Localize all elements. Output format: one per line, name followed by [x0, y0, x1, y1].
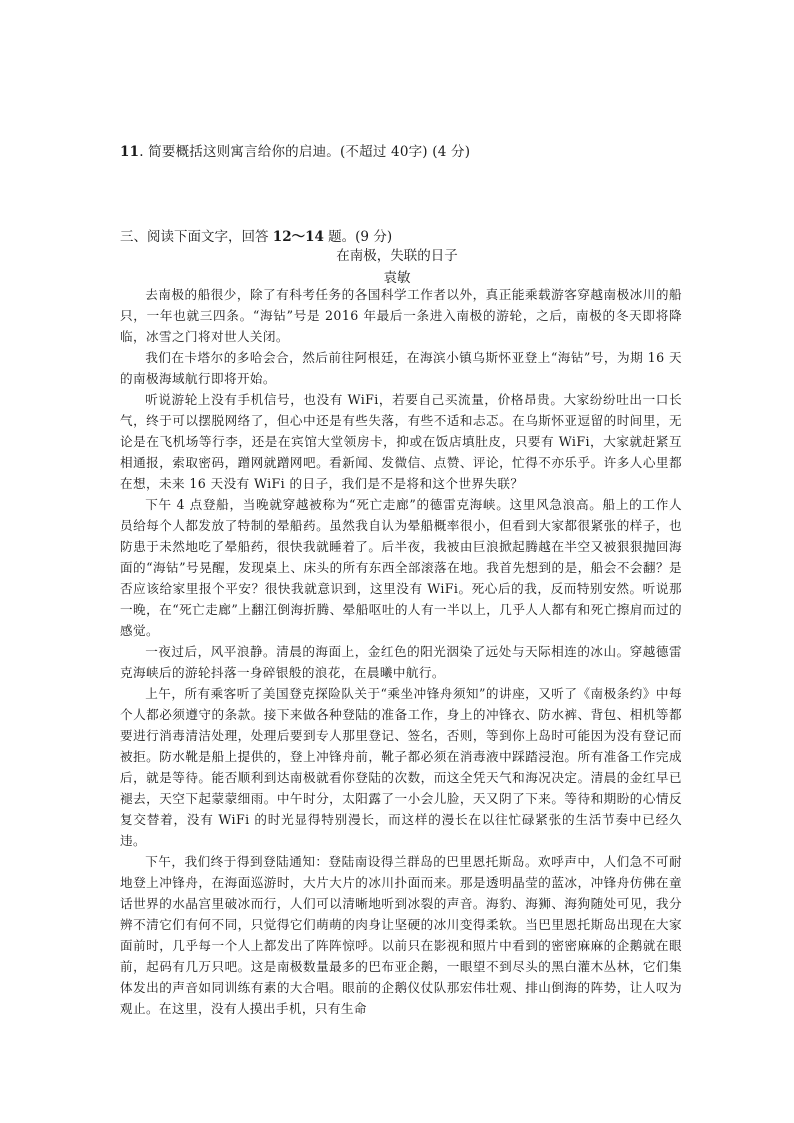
- article-paragraph-5: 一夜过后，风平浪静。清晨的海面上，金红色的阳光洇染了远处与天际相连的冰山。穿越德雷克海峡后的游轮抖落一身碎银般的浪花，在晨曦中航行。: [120, 644, 682, 680]
- article-paragraph-2: 我们在卡塔尔的多哈会合，然后前往阿根廷，在海滨小镇乌斯怀亚登上“海钻”号，为期 16 天的南极海域航行即将开始。: [120, 350, 682, 386]
- section-3-prefix: 三、阅读下面文字，回答: [120, 229, 273, 245]
- article-paragraph-1: 去南极的船很少，除了有科考任务的各国科学工作者以外，真正能乘载游客穿越南极冰川的船只，一年也就三四条。“海钻”号是 2016 年最后一条进入南极的游轮，之后，南极的冬天即将降临，冰雪之门将对世人关闭。: [120, 287, 682, 344]
- section-3-range: 12～14: [272, 229, 324, 245]
- article-paragraph-6: 上午，所有乘客听了美国登克探险队关于“乘坐冲锋舟须知”的讲座，又听了《南极条约》中每个人都必须遵守的条款。接下来做各种登陆的准备工作，身上的冲锋衣、防水裤、背包、相机等都要进行消毒清洁处理，处理后要到专人那里登记、签名，否则，等到你上岛时可能因为没有登记而被拒。防水靴是船上提供的，登上冲锋舟前，靴子都必须在消毒液中踩踏浸泡。所有准备工作完成后，就是等待。能否顺利到达南极就看你登陆的次数，而这全凭天气和海况决定。清晨的金红早已褪去，天空下起蒙蒙细雨。中午时分，太阳露了一小会儿脸，天又阴了下来。等待和期盼的心情反复交替着，没有 WiFi 的时光显得特别漫长，而这样的漫长在以往忙碌紧张的生活节奏中已经久违。: [120, 686, 682, 848]
- section-3-suffix: 题。(9 分): [323, 229, 393, 245]
- article-paragraph-4: 下午 4 点登船，当晚就穿越被称为“死亡走廊”的德雷克海峡。这里风急浪高。船上的工作人员给每个人都发放了特制的晕船药。虽然我自认为晕船概率很小，但看到大家都很紧张的样子，也防患于未然地吃了晕船药，很快我就睡着了。后半夜，我被由巨浪掀起腾越在半空又被狠狠抛回海面的“海钻”号晃醒，发现桌上、床头的所有东西全部滚落在地。我首先想到的是，船会不会翻？是否应该给家里报个平安？很快我就意识到，这里没有 WiFi。死心后的我，反而特别安然。听说那一晚，在“死亡走廊”上翻江倒海折腾、晕船呕吐的人有一半以上，几乎人人都有和死亡擦肩而过的感觉。: [120, 497, 682, 638]
- question-11: [120, 140, 470, 160]
- article-paragraph-3: 听说游轮上没有手机信号，也没有 WiFi，若要自己买流量，价格昂贵。大家纷纷吐出一口长气，终于可以摆脱网络了，但心中还是有些失落，有些不适和忐忑。在乌斯怀亚逗留的时间里，无论是在飞机场等行李，还是在宾馆大堂领房卡，抑或在饭店填肚皮，只要有 WiFi，大家就赶紧互相通报，索取密码，蹭网就蹭网吧。看新闻、发微信、点赞、评论，忙得不亦乐乎。许多人心里都在想，未来 16 天没有 WiFi 的日子，我们是不是将和这个世界失联？: [120, 392, 682, 491]
- question-11-number: 11: [120, 144, 140, 160]
- article-paragraph-7: 下午，我们终于得到登陆通知：登陆南设得兰群岛的巴里恩托斯岛。欢呼声中，人们急不可耐地登上冲锋舟，在海面巡游时，大片大片的冰川扑面而来。那是透明晶莹的蓝冰，冲锋舟仿佛在童话世界的水晶宫里破冰而行，人们可以清晰地听到冰裂的声音。海豹、海狮、海狗随处可见，我分辨不清它们有何不同，只觉得它们萌萌的肉身让坚硬的冰川变得柔软。当巴里恩托斯岛出现在大家面前时，几乎每一个人上都发出了阵阵惊呼。以前只在影视和照片中看到的密密麻麻的企鹅就在眼前，起码有几万只吧。这是南极数量最多的巴布亚企鹅，一眼望不到尽头的黑白灌木丛林，它们集体发出的声音如同训练有素的大合唱。眼前的企鹅仪仗队那宏伟壮观、排山倒海的阵势，让人叹为观止。在这里，没有人摸出手机，只有生命: [120, 854, 682, 1016]
- section-3-heading: [120, 225, 392, 245]
- article-title: 在南极，失联的日子: [336, 248, 458, 264]
- article-body: [120, 284, 682, 1019]
- question-11-text: . 简要概括这则寓言给你的启迪。(不超过 40字) (4 分): [139, 144, 471, 160]
- article-author: 袁敏: [383, 270, 411, 286]
